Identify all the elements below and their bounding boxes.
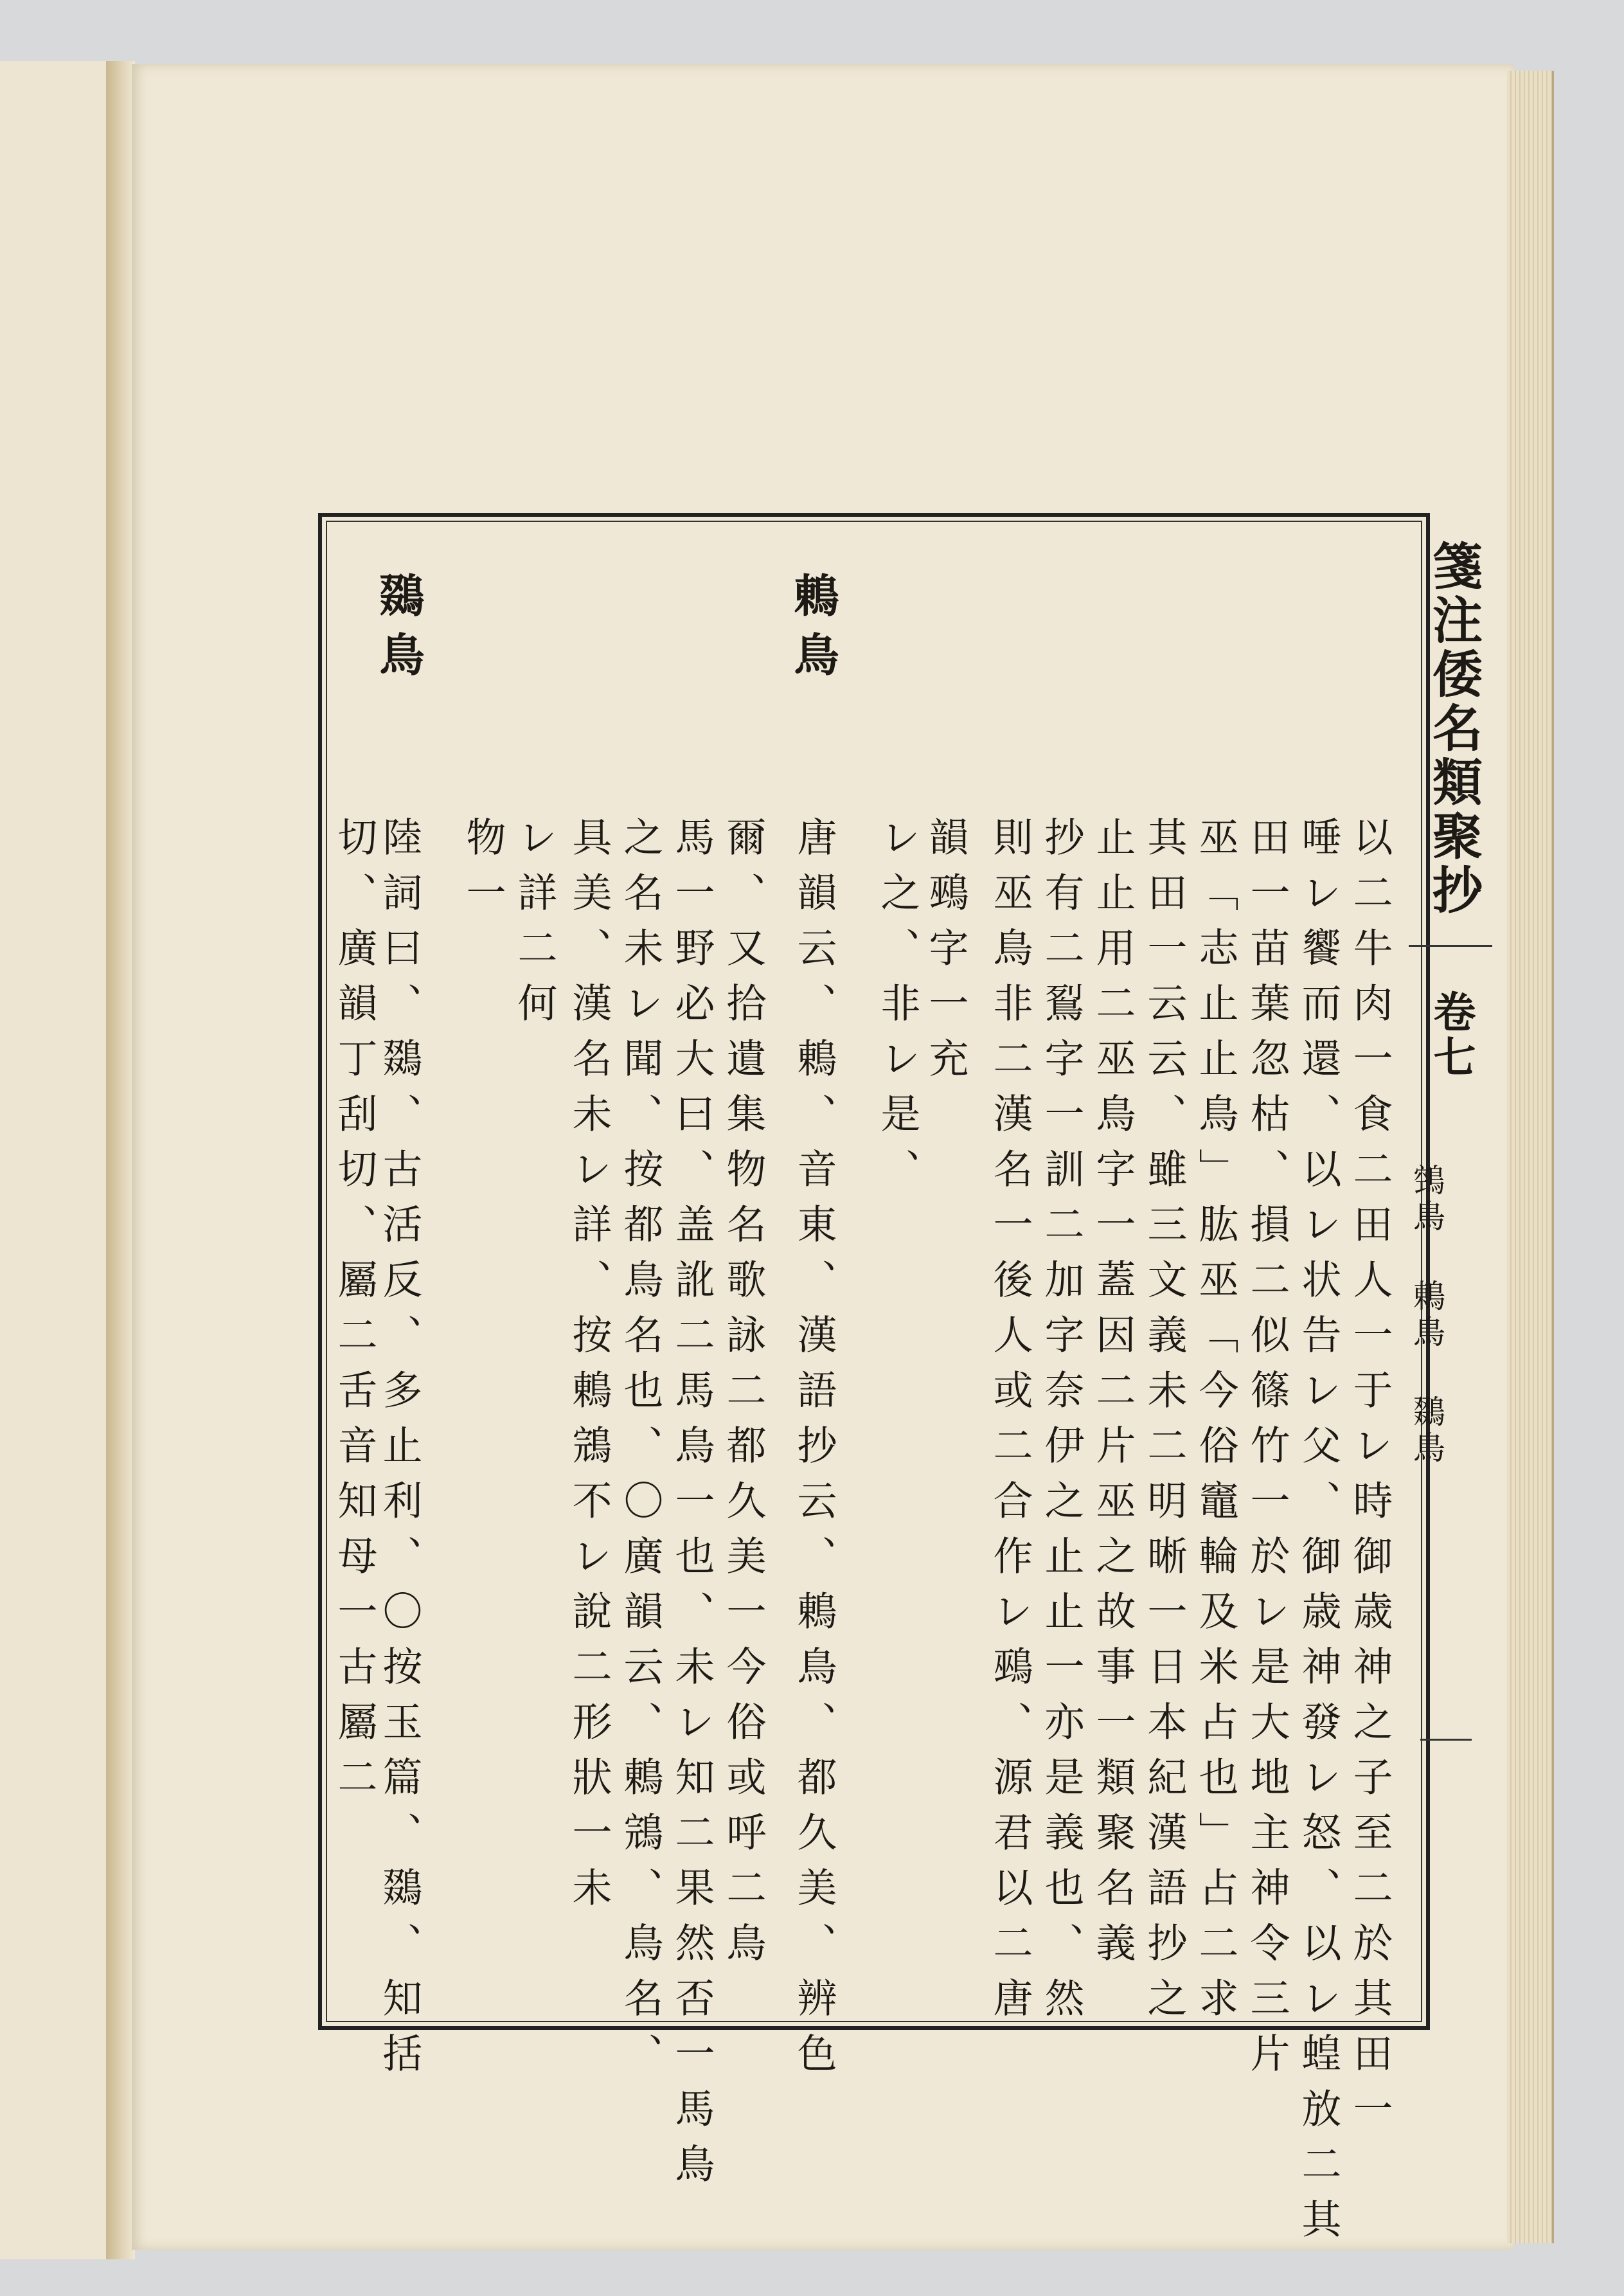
text-column-9: 韻鵐字一充 [922, 816, 969, 1093]
margin-rule [1409, 945, 1492, 947]
left-page [0, 61, 120, 2259]
text-column-1: 以二牛肉一食二田人一于レ時御歳神之子至二於其田一 [1346, 816, 1393, 2143]
text-column-16: レ詳二何 [511, 816, 558, 1037]
text-column-10: レ之、非レ是、 [874, 816, 921, 1203]
heading-tsugumi: 鶇鳥 [787, 572, 840, 690]
text-column-14: 之名未レ聞、按都鳥名也、〇廣韻云、鶇鵍、鳥名、 [617, 816, 664, 2088]
entry-word-1: 鵼鳥 [1408, 1163, 1445, 1235]
text-column-13: 馬一野必大曰、盖訛二馬鳥一也、未レ知二果然否一馬鳥 [668, 816, 715, 2198]
text-column-8: 則巫鳥非二漢名一後人或二合作レ鵐、源君以二唐 [986, 816, 1033, 2032]
margin-rule-lower [1420, 1739, 1472, 1741]
text-column-7: 抄有二鴷字一訓二加字奈伊之止止一亦是義也、然 [1038, 816, 1085, 2032]
entry-word-2: 鶇鳥 [1408, 1279, 1445, 1351]
text-column-18: 陸詞曰、鵽、古活反、多止利、〇按玉篇、鵽、知括 [376, 816, 423, 2088]
text-column-4: 巫「志止止鳥」肱巫「今俗竈輪及米占也」占二求 [1192, 816, 1239, 2032]
text-column-5: 其田一云云、雖三文義未二明晰一日本紀漢語抄之 [1141, 816, 1188, 2032]
chapter-label: 卷七 [1426, 990, 1476, 1080]
text-column-19: 切、廣韻丁刮切、屬二舌音知母一古屬二 [331, 816, 378, 1811]
text-column-15: 具美、漢名未レ詳、按鶇鵍不レ說二形狀一未 [566, 816, 612, 1922]
heading-tori: 鵽鳥 [372, 572, 425, 690]
entry-word-3: 鵽鳥 [1408, 1395, 1445, 1467]
book-title: 箋注倭名類聚抄 [1424, 540, 1483, 918]
text-column-2: 唾レ饗而還、以レ状告レ父、御歳神發レ怒、以レ蝗放二其 [1295, 816, 1342, 2254]
text-column-11: 唐韻云、鶇、音東、漢語抄云、鶇鳥、都久美、辨色 [790, 816, 837, 2088]
book-gutter [106, 61, 135, 2259]
text-column-17: 物一 [460, 816, 506, 927]
page-edges [1507, 71, 1554, 2243]
text-column-6: 止止用二巫鳥字一蓋因二片巫之故事一類聚名義 [1089, 816, 1136, 1977]
text-column-3: 田一苗葉忽枯、損二似篠竹一於レ是大地主神令三片 [1244, 816, 1290, 2088]
text-column-12: 爾、又拾遺集物名歌詠二都久美一今俗或呼二鳥 [720, 816, 767, 1977]
